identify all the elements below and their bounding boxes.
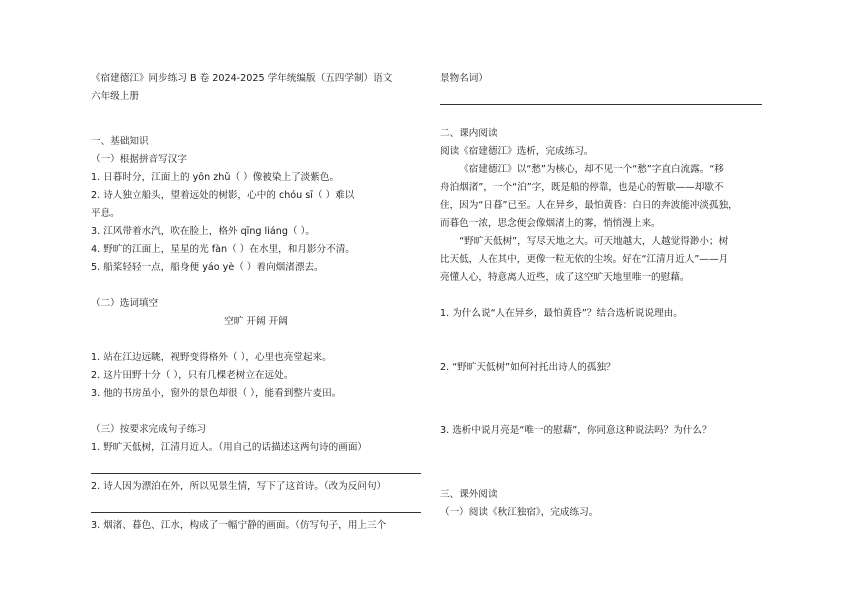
sentence-q1: 1. 野旷天低树，江清月近人。（用自己的话描述这两句诗的画面）: [91, 442, 368, 453]
word-options: 空旷 开阔 开阔: [224, 316, 288, 327]
pinyin-item-1: 1. 日暮时分，江面上的 yōn zhǔ（ ）像被染上了淡紫色。: [91, 172, 340, 183]
doc-title: 《宿建德江》同步练习 B 卷 2024-2025 学年统编版（五四学制）语文: [91, 73, 393, 84]
word-item-1: 1. 站在江边远眺，视野变得格外（ ），心里也亮堂起来。: [91, 352, 332, 363]
extra-part1-heading: （一）阅读《秋江独宿》，完成练习。: [440, 507, 599, 518]
right-column: [440, 70, 770, 522]
inclass-q2: 2. “野旷天低树”如何衬托出诗人的孤独？: [440, 362, 616, 373]
part-pinyin-heading: （一）根据拼音写汉字: [91, 154, 187, 165]
left-column: [91, 70, 421, 535]
passage-p2-l1: “野旷天低树”，写尽天地之大。可天地越大，人越觉得渺小；树: [459, 236, 729, 247]
q3-continued: 景物名词）: [440, 73, 488, 84]
word-item-2: 2. 这片田野十分（ ），只有几棵老树立在远处。: [91, 370, 294, 381]
section-inclass-heading: 二、课内阅读: [440, 128, 498, 139]
passage-p1-l2: 舟泊烟渚”，一个“泊”字，既是船的停靠，也是心的暂歇——却歇不: [440, 182, 724, 193]
doc-title-cont: 六年级上册: [91, 91, 139, 102]
word-item-3: 3. 他的书房虽小，窗外的景色却很（ ），能看到整片麦田。: [91, 388, 342, 399]
section-extra-heading: 三、课外阅读: [440, 489, 498, 500]
part-word-choice-heading: （二）选词填空: [91, 298, 159, 309]
sentence-q3: 3. 烟渚、暮色、江水，构成了一幅宁静的画面。（仿写句子，用上三个: [91, 520, 387, 531]
passage-p2-l3: 亮懂人心，特意离人近些，成了这空旷天地里唯一的慰藉。: [440, 272, 690, 283]
inclass-q1: 1. 为什么说“人在异乡，最怕黄昏”？结合选析说说理由。: [440, 308, 683, 319]
passage-p1-l3: 住，因为“日暮”已至。人在异乡，最怕黄昏：白日的奔波能冲淡孤独，: [440, 200, 738, 211]
pinyin-item-3: 3. 江风带着水汽，吹在脸上，格外 qīng liáng（ ）。: [91, 226, 315, 237]
inclass-q3: 3. 选析中说月亮是“唯一的慰藉”，你同意这种说法吗？为什么？: [440, 425, 712, 436]
pinyin-item-4: 4. 野旷的江面上，星星的光 fàn（ ）在水里，和月影分不清。: [91, 244, 355, 255]
pinyin-item-2-cont: 平息。: [91, 208, 120, 219]
pinyin-item-2: 2. 诗人独立船头，望着远处的树影，心中的 chóu sī（ ）难以: [91, 190, 355, 201]
inclass-intro: 阅读《宿建德江》选析，完成练习。: [440, 146, 594, 157]
passage-p1-l1: 《宿建德江》以“愁”为核心，却不见一个“愁”字直白流露。“移: [459, 164, 724, 175]
passage-p2-l2: 比天低，人在其中，更像一粒无依的尘埃。好在“江清月近人”——月: [440, 254, 729, 265]
pinyin-item-5: 5. 船桨轻轻一点，船身便 yáo yè（ ）着向烟渚漂去。: [91, 262, 324, 273]
passage-p1-l4: 而暮色一浓，思念便会像烟渚上的雾，悄悄漫上来。: [440, 218, 661, 229]
part-sentence-heading: （三）按要求完成句子练习: [91, 424, 207, 435]
sentence-q2: 2. 诗人因为漂泊在外，所以见景生情，写下了这首诗。（改为反问句）: [91, 481, 387, 492]
section-basic-heading: 一、基础知识: [91, 136, 149, 147]
